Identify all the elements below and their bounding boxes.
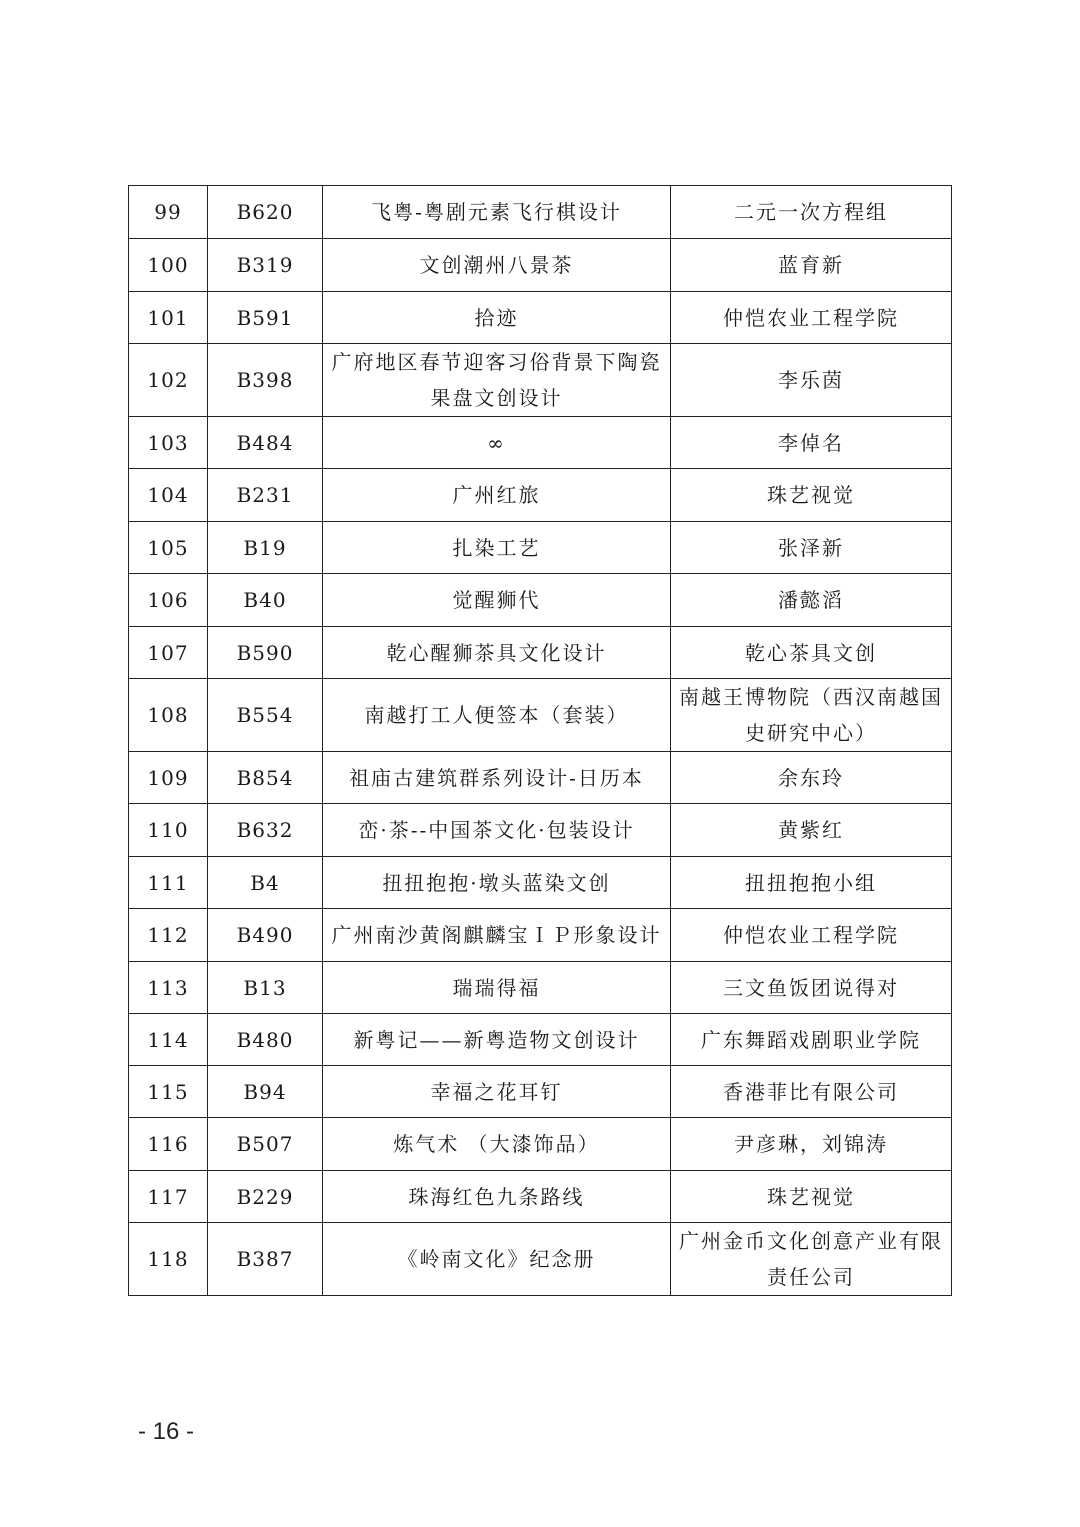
- entry-title: 广州南沙黄阁麒麟宝ＩＰ形象设计: [323, 909, 671, 962]
- row-number: 101: [129, 292, 208, 344]
- entry-title: 南越打工人便签本（套装）: [323, 679, 671, 752]
- table-row: [129, 417, 952, 469]
- entry-title: 《岭南文化》纪念册: [323, 1223, 671, 1296]
- table-row: [129, 186, 952, 239]
- entry-title: 乾心醒狮茶具文化设计: [323, 627, 671, 679]
- row-number: 107: [129, 627, 208, 679]
- table-row: [129, 1223, 952, 1296]
- entry-title: 飞粤-粤剧元素飞行棋设计: [323, 186, 671, 239]
- entry-author: 珠艺视觉: [671, 469, 952, 522]
- entry-code: B398: [208, 344, 323, 417]
- entry-author: 仲恺农业工程学院: [671, 292, 952, 344]
- row-number: 114: [129, 1014, 208, 1066]
- entry-code: B554: [208, 679, 323, 752]
- entry-title: 炼气术 （大漆饰品）: [323, 1118, 671, 1171]
- entry-code: B507: [208, 1118, 323, 1171]
- row-number: 117: [129, 1171, 208, 1223]
- row-number: 111: [129, 857, 208, 909]
- entry-code: B40: [208, 574, 323, 627]
- entry-author: 尹彦琳，刘锦涛: [671, 1118, 952, 1171]
- table-row: [129, 627, 952, 679]
- entry-author: 蓝育新: [671, 239, 952, 292]
- table-row: [129, 804, 952, 857]
- entry-code: B13: [208, 962, 323, 1014]
- entry-author: 仲恺农业工程学院: [671, 909, 952, 962]
- row-number: 118: [129, 1223, 208, 1296]
- entry-code: B319: [208, 239, 323, 292]
- entry-author: 潘懿滔: [671, 574, 952, 627]
- entry-code: B591: [208, 292, 323, 344]
- table-row: [129, 752, 952, 804]
- table-row: [129, 574, 952, 627]
- entry-author: 张泽新: [671, 522, 952, 574]
- entry-author: 余东玲: [671, 752, 952, 804]
- entry-author: 南越王博物院（西汉南越国史研究中心）: [671, 679, 952, 752]
- table-row: [129, 857, 952, 909]
- table-row: [129, 1066, 952, 1118]
- entry-author: 珠艺视觉: [671, 1171, 952, 1223]
- row-number: 106: [129, 574, 208, 627]
- entry-title: 文创潮州八景茶: [323, 239, 671, 292]
- entry-title: 珠海红色九条路线: [323, 1171, 671, 1223]
- table-row: [129, 679, 952, 752]
- row-number: 116: [129, 1118, 208, 1171]
- entry-author: 二元一次方程组: [671, 186, 952, 239]
- row-number: 102: [129, 344, 208, 417]
- entry-title: 幸福之花耳钉: [323, 1066, 671, 1118]
- row-number: 108: [129, 679, 208, 752]
- entry-author: 黄紫红: [671, 804, 952, 857]
- entry-code: B854: [208, 752, 323, 804]
- row-number: 110: [129, 804, 208, 857]
- entry-author: 广东舞蹈戏剧职业学院: [671, 1014, 952, 1066]
- entry-title: 祖庙古建筑群系列设计-日历本: [323, 752, 671, 804]
- row-number: 115: [129, 1066, 208, 1118]
- entry-code: B19: [208, 522, 323, 574]
- row-number: 109: [129, 752, 208, 804]
- entry-author: 乾心茶具文创: [671, 627, 952, 679]
- entry-code: B484: [208, 417, 323, 469]
- row-number: 99: [129, 186, 208, 239]
- entry-code: B490: [208, 909, 323, 962]
- row-number: 112: [129, 909, 208, 962]
- entry-title: 瑞瑞得福: [323, 962, 671, 1014]
- entry-code: B632: [208, 804, 323, 857]
- entry-author: 三文鱼饭团说得对: [671, 962, 952, 1014]
- table-row: [129, 292, 952, 344]
- entry-code: B620: [208, 186, 323, 239]
- table-row: [129, 469, 952, 522]
- row-number: 100: [129, 239, 208, 292]
- entry-author: 香港菲比有限公司: [671, 1066, 952, 1118]
- row-number: 105: [129, 522, 208, 574]
- row-number: 103: [129, 417, 208, 469]
- entry-author: 扭扭抱抱小组: [671, 857, 952, 909]
- entries-table: [128, 185, 952, 1296]
- table-row: [129, 522, 952, 574]
- entry-code: B590: [208, 627, 323, 679]
- page-number: - 16 -: [138, 1418, 195, 1445]
- entry-title: 峦·茶--中国茶文化·包装设计: [323, 804, 671, 857]
- entry-title: 广州红旅: [323, 469, 671, 522]
- table-row: [129, 1014, 952, 1066]
- entry-code: B4: [208, 857, 323, 909]
- table-row: [129, 962, 952, 1014]
- entry-title: 新粤记——新粤造物文创设计: [323, 1014, 671, 1066]
- table-row: [129, 344, 952, 417]
- entry-code: B229: [208, 1171, 323, 1223]
- row-number: 104: [129, 469, 208, 522]
- entry-code: B387: [208, 1223, 323, 1296]
- entry-title: 广府地区春节迎客习俗背景下陶瓷果盘文创设计: [323, 344, 671, 417]
- entry-author: 李乐茵: [671, 344, 952, 417]
- entries-table-body: [129, 186, 952, 1296]
- table-row: [129, 909, 952, 962]
- entry-code: B480: [208, 1014, 323, 1066]
- entry-title: 扎染工艺: [323, 522, 671, 574]
- entry-title: 拾迹: [323, 292, 671, 344]
- entry-title: ∞: [323, 417, 671, 469]
- table-row: [129, 239, 952, 292]
- entry-code: B231: [208, 469, 323, 522]
- table-row: [129, 1171, 952, 1223]
- entry-code: B94: [208, 1066, 323, 1118]
- row-number: 113: [129, 962, 208, 1014]
- entry-title: 扭扭抱抱·墩头蓝染文创: [323, 857, 671, 909]
- entry-author: 广州金币文化创意产业有限责任公司: [671, 1223, 952, 1296]
- entry-author: 李倬名: [671, 417, 952, 469]
- table-row: [129, 1118, 952, 1171]
- entry-title: 觉醒狮代: [323, 574, 671, 627]
